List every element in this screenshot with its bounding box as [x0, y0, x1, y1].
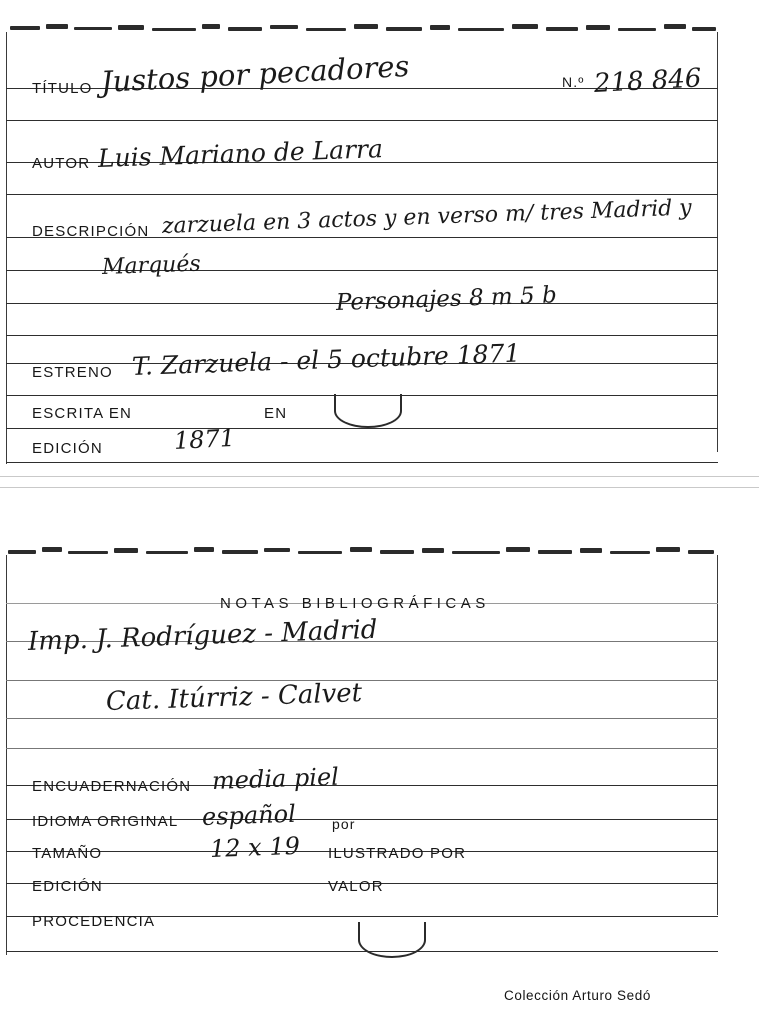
arc-doodle-bottom [358, 922, 426, 958]
value-edicion: 1871 [173, 423, 236, 455]
torn-edge-top [6, 22, 718, 35]
rule-11 [6, 428, 718, 429]
note-line-2: Cat. Itúrriz - Calvet [105, 678, 363, 717]
value-titulo: Justos por pecadores [100, 48, 411, 99]
label-edicion-bottom: EDICIÓN [32, 878, 103, 895]
scan-band-1 [0, 476, 759, 477]
label-ilustrado-por: ILUSTRADO POR [328, 845, 467, 862]
label-estreno: ESTRENO [32, 364, 113, 381]
scan-band-2 [0, 487, 759, 488]
card-left-border [6, 32, 7, 464]
label-edicion: EDICIÓN [32, 440, 103, 457]
rule-12 [6, 462, 718, 463]
rule-b3 [6, 680, 718, 681]
value-idioma-original: español [201, 799, 297, 831]
section-title-notas: NOTAS BIBLIOGRÁFICAS [220, 595, 490, 612]
catalog-card-bottom [6, 545, 718, 1010]
value-encuadernacion: media piel [211, 762, 340, 795]
label-descripcion: DESCRIPCIÓN [32, 223, 150, 240]
card-right-border-bottom [717, 555, 718, 915]
label-numero: N.º [562, 74, 585, 90]
rule-8 [6, 335, 718, 336]
rule-4 [6, 194, 718, 195]
value-numero: 218 846 [593, 63, 703, 99]
value-tamano: 12 x 19 [209, 831, 301, 863]
label-tamano: TAMAÑO [32, 845, 103, 862]
rule-2 [6, 120, 718, 121]
value-descripcion-cont: Marqués [101, 251, 202, 280]
catalog-card-top [6, 22, 718, 474]
value-descripcion: zarzuela en 3 actos y en verso m/ tres Madrid y [161, 195, 693, 239]
label-valor: VALOR [328, 878, 384, 895]
rule-b4 [6, 718, 718, 719]
label-escrita-en: ESCRITA EN [32, 405, 133, 422]
rule-b5 [6, 748, 718, 749]
label-por: por [332, 816, 356, 832]
label-titulo: TÍTULO [32, 80, 93, 97]
arc-doodle-top [334, 394, 402, 428]
torn-edge-bottom [6, 545, 718, 558]
value-autor: Luis Mariano de Larra [97, 134, 384, 173]
card-right-border [717, 32, 718, 452]
note-line-1: Imp. J. Rodríguez - Madrid [27, 614, 378, 657]
label-idioma-original: IDIOMA ORIGINAL [32, 813, 179, 830]
collection-credit: Colección Arturo Sedó [504, 988, 651, 1003]
value-personajes: Personajes 8 m 5 b [335, 282, 558, 316]
value-estreno: T. Zarzuela - el 5 octubre 1871 [131, 338, 521, 381]
card-left-border-bottom [6, 555, 7, 955]
rule-b11 [6, 951, 718, 952]
label-autor: AUTOR [32, 155, 91, 172]
label-en: EN [264, 405, 288, 422]
label-encuadernacion: ENCUADERNACIÓN [32, 778, 192, 795]
label-procedencia: PROCEDENCIA [32, 913, 156, 930]
